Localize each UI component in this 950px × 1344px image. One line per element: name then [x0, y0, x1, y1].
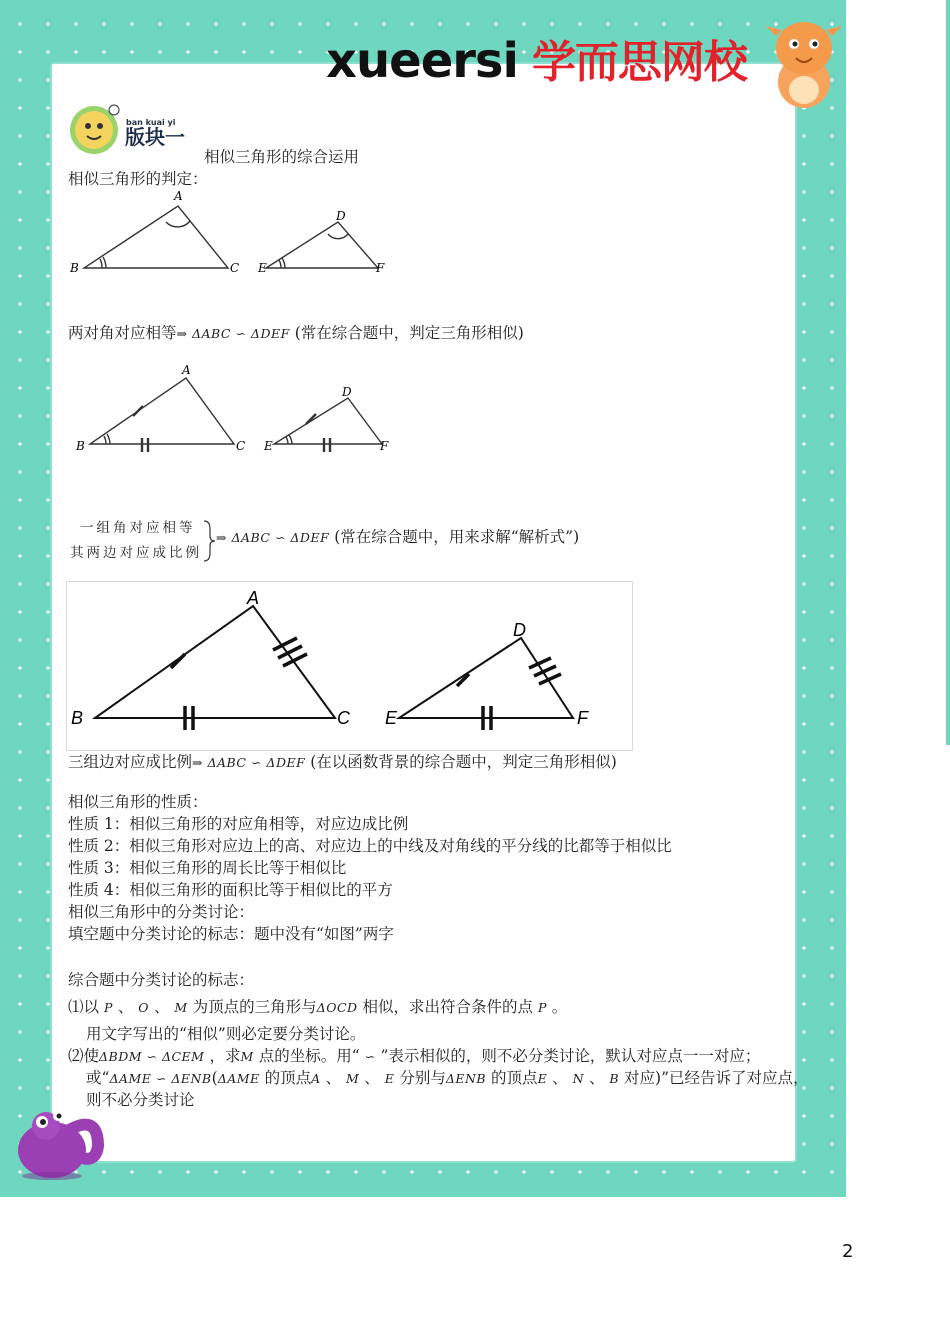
- text-segment: 为顶点的三角形与: [192, 998, 317, 1016]
- text-segment: 、: [588, 1069, 605, 1087]
- label-f: F: [376, 261, 385, 275]
- rule1-formula: ⇒ ΔABC ∽ ΔDEF: [176, 326, 290, 341]
- text-segment: ”表示相似的，则不必分类讨论，默认对应点一一对应；: [380, 1047, 761, 1065]
- rule2-note: (常在综合题中，用来求解“解析式”): [334, 528, 580, 546]
- brand-latin: xueersi: [326, 33, 518, 89]
- text-segment: 。: [551, 998, 568, 1016]
- text-segment: 对应)”已经告诉了对应点，: [624, 1069, 809, 1087]
- judgement-heading: 相似三角形的判定：: [68, 170, 208, 188]
- classification-item-1: [68, 998, 567, 1017]
- text-segment: B: [609, 1071, 620, 1086]
- rule3-line: [68, 753, 617, 772]
- vertex-label: C: [337, 708, 350, 728]
- text-segment: M: [346, 1071, 360, 1086]
- rule1-note: (常在综合题中，判定三角形相似): [294, 324, 524, 342]
- text-segment: (: [211, 1069, 218, 1087]
- property-3: 性质 3：相似三角形的周长比等于相似比: [68, 859, 347, 877]
- vertex-label: F: [380, 439, 389, 453]
- vertex-label: F: [577, 708, 588, 728]
- text-segment: P: [103, 1000, 113, 1015]
- property-1: 性质 1：相似三角形的对应角相等，对应边成比例: [68, 815, 409, 833]
- text-segment: 、: [153, 998, 170, 1016]
- label-c: C: [230, 261, 240, 275]
- classification-item-2: [68, 1047, 760, 1066]
- text-segment: ∽: [364, 1049, 376, 1064]
- rule3-note: (在以函数背景的综合题中，判定三角形相似): [310, 753, 617, 771]
- text-segment: E: [537, 1071, 548, 1086]
- text-segment: ，求: [209, 1047, 241, 1065]
- text-segment: 相似，求出符合条件的点: [362, 998, 533, 1016]
- rule2-line2: 其两边对应成比例: [70, 545, 202, 561]
- badge-label: 版块一: [125, 125, 185, 149]
- figure-sas: [66, 362, 406, 458]
- vertex-label: A: [182, 363, 191, 377]
- vertex-label: D: [342, 385, 352, 399]
- text-segment: 、: [325, 1069, 342, 1087]
- classification-item-1-note: 用文字写出的“相似”则必定要分类讨论。: [86, 1025, 366, 1043]
- text-segment: 的顶点: [491, 1069, 538, 1087]
- text-segment: M: [174, 1000, 188, 1015]
- orange-mascot-icon: [762, 12, 846, 112]
- brand-logo: [326, 26, 747, 90]
- text-segment: ⑵使: [68, 1047, 100, 1065]
- text-segment: 、: [364, 1069, 380, 1087]
- classification-item-2-line2: [86, 1069, 809, 1088]
- text-segment: E: [384, 1071, 395, 1086]
- text-segment: ΔENB: [445, 1071, 487, 1086]
- text-segment: ΔAME: [217, 1071, 260, 1086]
- figure-angle-angle: [66, 188, 396, 278]
- right-brace-icon: [202, 519, 216, 563]
- text-segment: N: [572, 1071, 585, 1086]
- text-segment: P: [537, 1000, 547, 1015]
- text-segment: ΔAME ∽ ΔENB: [109, 1071, 212, 1086]
- triangle-abc: [84, 206, 228, 268]
- text-segment: 、: [552, 1069, 568, 1087]
- vertex-label: B: [76, 439, 85, 453]
- vertex-label: C: [236, 439, 246, 453]
- figure-sss-box: [66, 581, 633, 751]
- vertex-label: D: [513, 620, 526, 640]
- text-segment: ΔOCD: [316, 1000, 358, 1015]
- label-b: B: [70, 261, 79, 275]
- triangle-abc-sas: [90, 378, 234, 452]
- vertex-label: A: [247, 588, 260, 608]
- frame-edge: [946, 0, 950, 745]
- rule1-prefix: 两对角对应相等: [68, 324, 177, 342]
- vertex-label: E: [264, 439, 273, 453]
- label-d: D: [336, 209, 346, 223]
- badge-pinyin: ban kuai yi: [126, 118, 176, 127]
- text-segment: 或“: [86, 1069, 110, 1087]
- property-2: 性质 2：相似三角形对应边上的高、对应边上的中线及对角线的平分线的比都等于相似比: [68, 837, 672, 855]
- rule2-formula: ⇒ ΔABC ∽ ΔDEF: [216, 530, 330, 545]
- text-segment: 分别与: [399, 1069, 446, 1087]
- text-segment: 、: [117, 998, 134, 1016]
- page-number: 2: [842, 1241, 854, 1262]
- rule3-prefix: 三组边对应成比例: [68, 753, 193, 771]
- text-segment: ⑴以: [68, 998, 100, 1016]
- classification-item-2-line3: 则不必分类讨论: [86, 1091, 195, 1109]
- fill-blank-marker: 填空题中分类讨论的标志：题中没有“如图”两字: [68, 925, 394, 943]
- rule1-line: [68, 324, 524, 343]
- text-segment: M: [240, 1049, 254, 1064]
- section-title: 相似三角形的综合运用: [204, 148, 360, 166]
- label-a: A: [174, 189, 183, 203]
- triangle-abc-sss: [95, 606, 335, 730]
- text-segment: ΔBDM ∽ ΔCEM: [99, 1049, 205, 1064]
- rule2-line1: 一组角对应相等: [80, 520, 196, 536]
- triangle-def: [266, 222, 378, 268]
- text-segment: 的顶点: [264, 1069, 312, 1087]
- property-4: 性质 4：相似三角形的面积比等于相似比的平方: [68, 881, 393, 899]
- brand-chinese: 学而思网校: [531, 37, 747, 88]
- rule2-result: [216, 528, 579, 547]
- vertex-label: E: [385, 708, 398, 728]
- triangle-def-sss: [399, 638, 573, 730]
- text-segment: 点的坐标。用“: [258, 1047, 360, 1065]
- label-e: E: [258, 261, 267, 275]
- properties-heading: 相似三角形的性质：: [68, 793, 208, 811]
- classification-heading: 相似三角形中的分类讨论：: [68, 903, 255, 921]
- text-segment: O: [138, 1000, 150, 1015]
- vertex-label: B: [71, 708, 84, 728]
- comprehensive-heading: 综合题中分类讨论的标志：: [68, 971, 255, 989]
- rule3-formula: ⇒ ΔABC ∽ ΔDEF: [192, 755, 306, 770]
- figure-sss: [67, 582, 632, 750]
- triangle-def-sas: [274, 398, 382, 452]
- text-segment: A: [311, 1071, 321, 1086]
